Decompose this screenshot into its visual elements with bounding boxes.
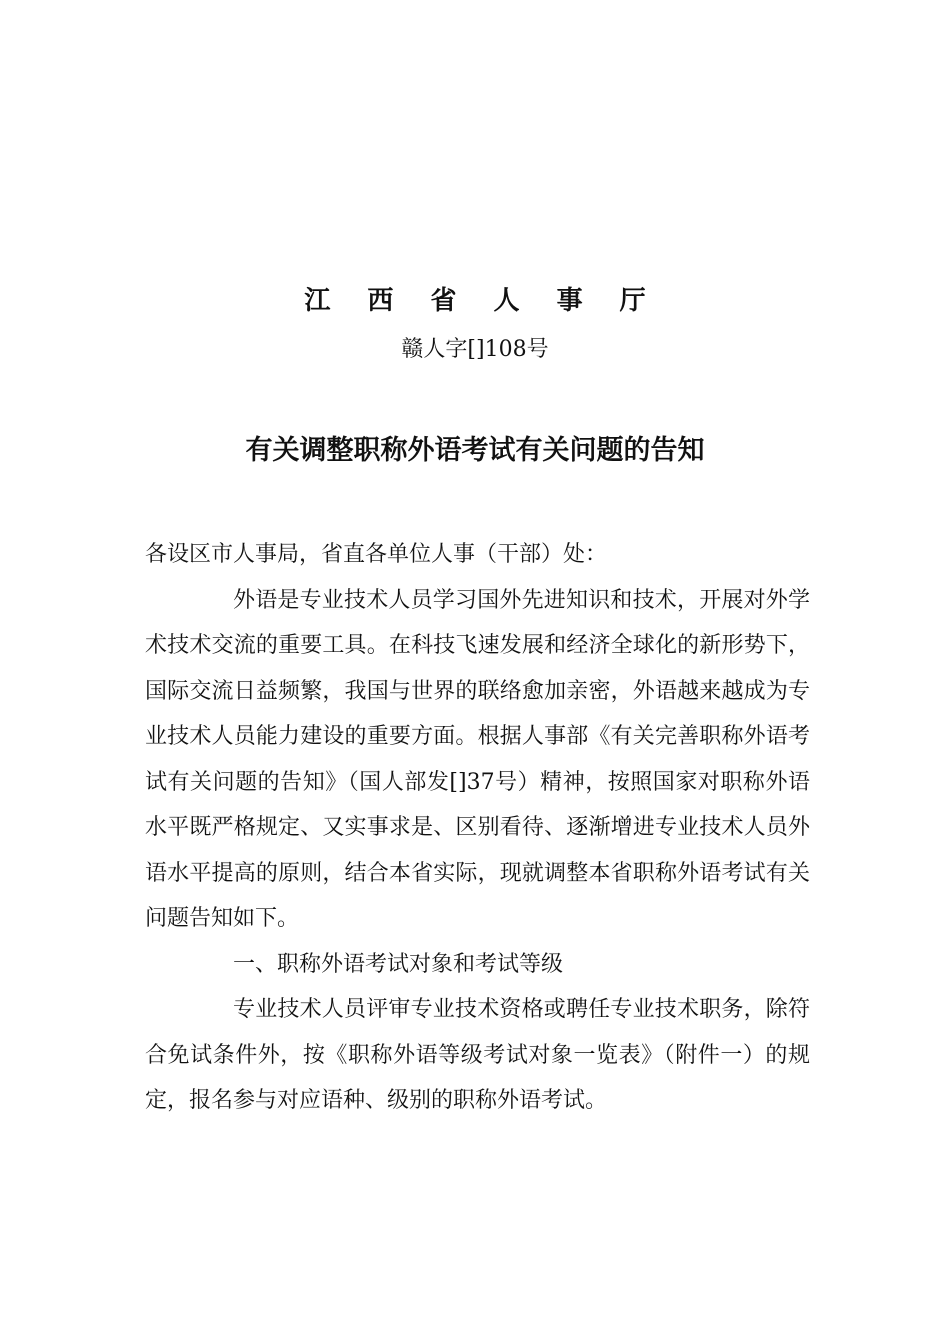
section-heading-1: 一、职称外语考试对象和考试等级 [233,951,564,977]
issuing-organization: 江 西 省 人 事 厅 [304,286,660,316]
document-title: 有关调整职称外语考试有关问题的告知 [245,435,705,466]
document-number: 赣人字[]108号 [401,337,549,362]
paragraph-intro: 外语是专业技术人员学习国外先进知识和技术，开展对外学术技术交流的重要工具。在科技飞速发展和经济全球化的新形势下，国际交流日益频繁，我国与世界的联络愈加亲密，外语越来越成为专业技术人员能力建设的重要方面。根据人事部《有关完善职称外语考试有关问题的告知》（国人部发[]37号）精神，按照国家对职称外语水平既严格规定、又实事求是、区别看待、逐渐增进专业技术人员外语水平提高的原则，结合本省实际，现就调整本省职称外语考试有关问题告知如下。 [145,587,810,931]
paragraph-exam-targets: 专业技术人员评审专业技术资格或聘任专业技术职务，除符合免试条件外，按《职称外语等级考试对象一览表》（附件一）的规定，报名参与对应语种、级别的职称外语考试。 [145,997,810,1113]
salutation: 各设区市人事局，省直各单位人事（干部）处： [145,542,608,567]
document-body [145,532,810,1124]
